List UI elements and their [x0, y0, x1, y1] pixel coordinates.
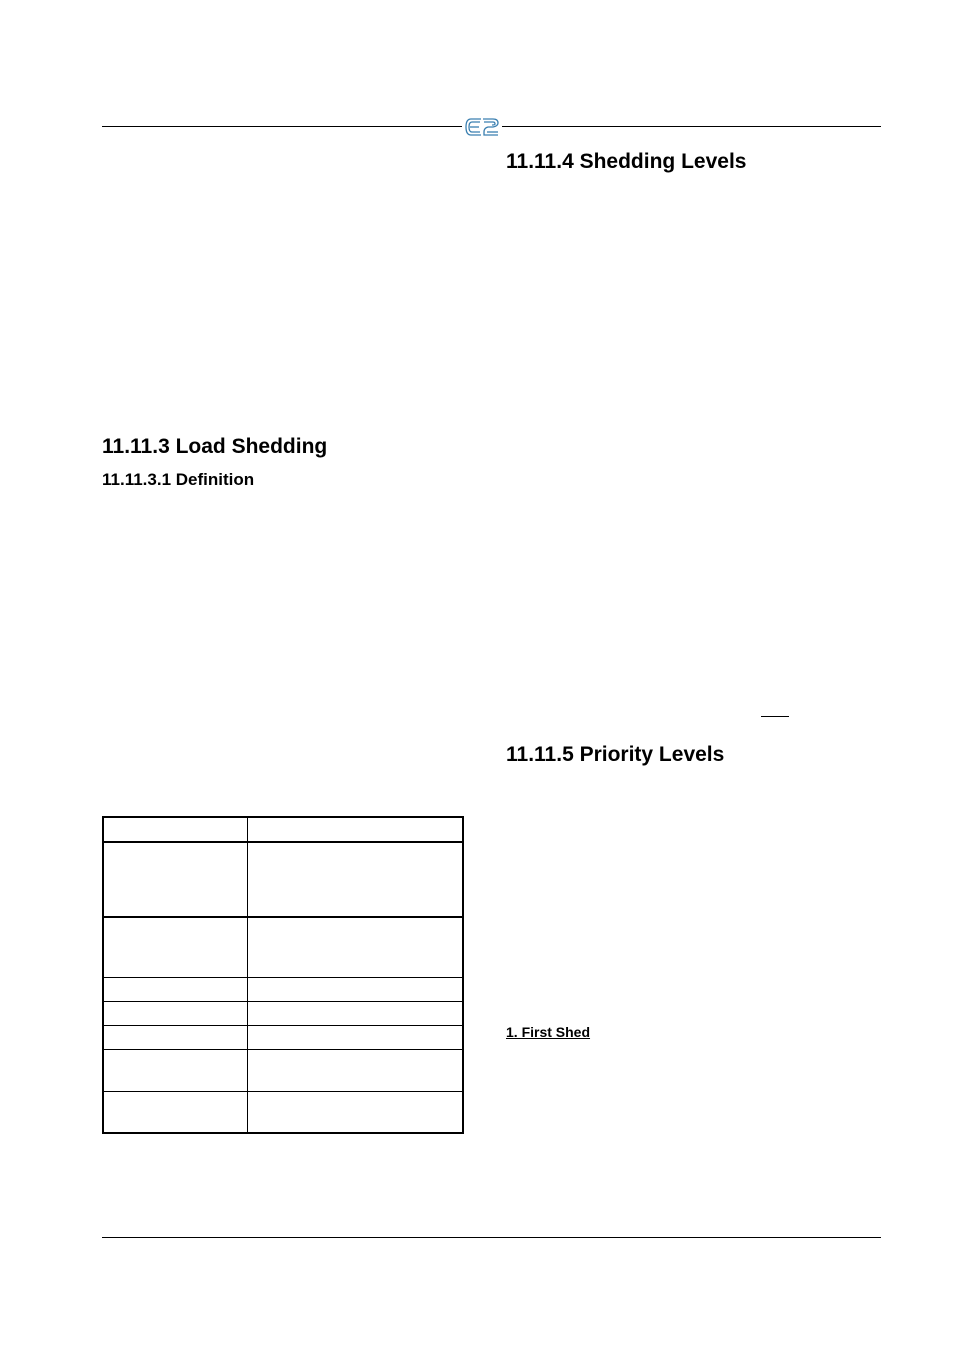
table-cell	[247, 977, 463, 1001]
table-cell	[247, 917, 463, 977]
table-row	[103, 917, 463, 977]
table-cell	[103, 917, 247, 977]
table-cell	[247, 1049, 463, 1091]
table-cell	[247, 1025, 463, 1049]
table-cell	[247, 842, 463, 917]
table-cell	[103, 842, 247, 917]
table-row	[103, 1001, 463, 1025]
table-row	[103, 1049, 463, 1091]
heading-definition: 11.11.3.1 Definition	[102, 470, 255, 489]
table-cell	[103, 1049, 247, 1091]
table-row	[103, 842, 463, 917]
heading-load-shedding: 11.11.3 Load Shedding	[102, 435, 328, 458]
heading-shedding-levels: 11.11.4 Shedding Levels	[506, 150, 747, 173]
table-row	[103, 977, 463, 1001]
definition-table	[102, 816, 464, 1134]
table-row	[103, 1025, 463, 1049]
priority-item-first-shed: 1. First Shed	[506, 1024, 591, 1040]
table-cell	[247, 817, 463, 842]
heading-priority-levels: 11.11.5 Priority Levels	[506, 743, 725, 766]
footer-rule	[102, 1237, 881, 1238]
table-row	[103, 1091, 463, 1133]
table-cell	[103, 1001, 247, 1025]
table-cell	[103, 817, 247, 842]
table-cell	[103, 977, 247, 1001]
table-cell	[247, 1091, 463, 1133]
table-header-row	[103, 817, 463, 842]
table-cell	[103, 1091, 247, 1133]
table-cell	[103, 1025, 247, 1049]
e2-logo-icon	[462, 113, 502, 141]
underline-fragment	[761, 716, 789, 717]
table-cell	[247, 1001, 463, 1025]
